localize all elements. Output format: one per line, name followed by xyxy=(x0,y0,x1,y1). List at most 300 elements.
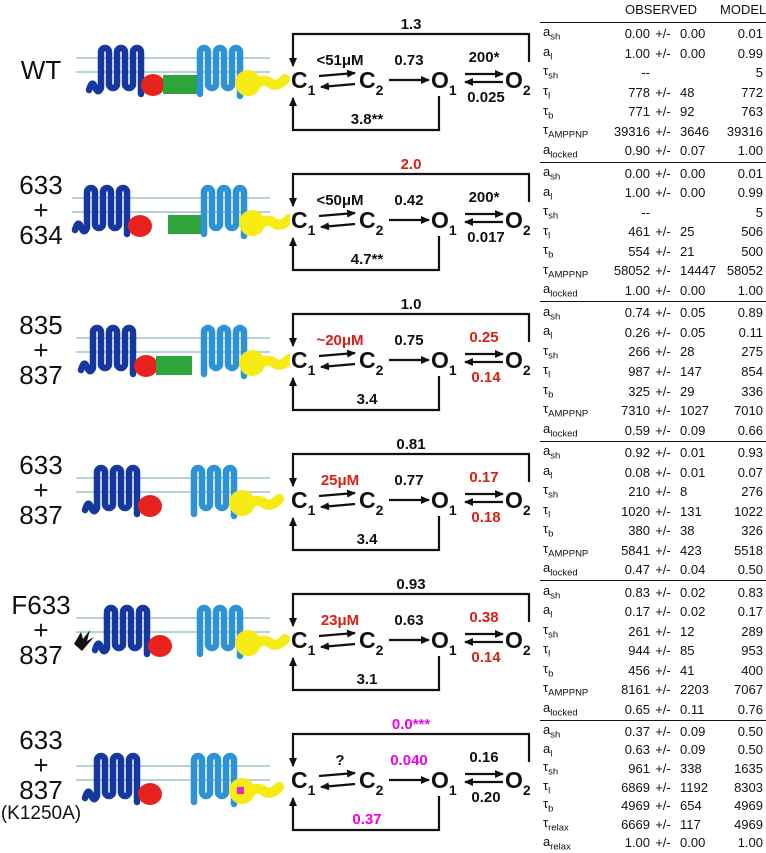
plus-minus: +/- xyxy=(655,263,671,279)
error-value: 48 xyxy=(680,84,695,100)
model-value: 5 xyxy=(755,65,763,81)
error-value: 0.04 xyxy=(680,562,706,578)
rate-opening: 0.77 xyxy=(394,472,424,489)
arrow-c1-to-c2 xyxy=(319,493,355,496)
plus-minus: +/- xyxy=(655,798,671,814)
param-label: $\tau_b$ xyxy=(543,381,554,401)
model-value: 1635 xyxy=(734,760,763,776)
plus-minus: +/- xyxy=(655,562,671,578)
error-value: 0.09 xyxy=(680,742,706,758)
rate-closing-bottom: 0.37 xyxy=(352,811,382,828)
param-label: $\tau_l$ xyxy=(543,641,551,660)
model-value: 1.00 xyxy=(737,835,763,851)
construct-label: 633 + 837 (K1250A) xyxy=(0,725,82,824)
model-value: 0.89 xyxy=(737,305,763,321)
rate-closing-top: 0.0*** xyxy=(391,716,431,733)
model-value: 0.66 xyxy=(737,422,763,438)
param-label: $a_{locked}$ xyxy=(543,141,578,161)
rate-closing-top: 1.3 xyxy=(400,16,422,33)
nbd1-icon xyxy=(138,495,162,517)
state-c1: $C_1$ xyxy=(291,347,316,378)
param-label: $a_l$ xyxy=(543,740,553,760)
param-label: $\tau_l$ xyxy=(543,83,551,102)
plus-minus: +/- xyxy=(655,682,671,698)
param-row xyxy=(540,796,766,815)
model-value: 0.01 xyxy=(737,26,763,42)
error-value: 654 xyxy=(680,798,702,814)
cftr-construct-cartoon xyxy=(68,12,290,112)
param-row xyxy=(540,164,766,184)
rate-closing-bottom: 3.4 xyxy=(356,391,378,408)
plus-minus: +/- xyxy=(655,282,671,298)
param-row xyxy=(540,281,766,301)
nbd2-icon xyxy=(235,630,285,656)
param-label: $\tau_b$ xyxy=(543,521,554,540)
rate-o1-to-o2: 200* xyxy=(468,49,500,66)
observed-value: 0.17 xyxy=(624,604,650,620)
rate-opening: 0.040 xyxy=(390,752,428,769)
param-block-633-634 xyxy=(540,163,766,303)
rate-opening: 0.75 xyxy=(394,332,424,349)
tmd1-icon xyxy=(75,188,127,234)
observed-value: 6669 xyxy=(621,816,650,832)
model-value: 506 xyxy=(741,224,763,240)
observed-value: 1.00 xyxy=(624,185,650,201)
arrow-c2-to-c1 xyxy=(321,224,355,227)
param-row xyxy=(540,203,766,223)
plus-minus: +/- xyxy=(655,723,671,739)
model-value: 0.99 xyxy=(737,185,763,201)
param-label: $\tau_b$ xyxy=(543,660,554,680)
arrow-c1-to-c2 xyxy=(319,353,355,356)
param-row xyxy=(540,83,766,103)
figure-row xyxy=(0,280,545,420)
tmd1-icon xyxy=(85,756,137,802)
rate-o2-to-o1: 0.14 xyxy=(471,649,501,666)
error-value: 38 xyxy=(680,523,695,539)
plus-minus: +/- xyxy=(655,104,671,120)
state-c2: $C_2$ xyxy=(359,347,384,378)
param-label: $a_{sh}$ xyxy=(543,443,561,462)
state-o1: $O_1$ xyxy=(431,487,457,518)
rate-closing-bottom: 3.1 xyxy=(356,671,378,688)
observed-value: 771 xyxy=(628,104,650,120)
model-value: 0.50 xyxy=(737,742,763,758)
error-value: 0.09 xyxy=(680,723,706,739)
param-label: $a_l$ xyxy=(543,602,553,621)
construct-label: F633 + 837 xyxy=(11,589,71,670)
model-value: 0.11 xyxy=(738,324,763,340)
construct-label: WT xyxy=(20,54,62,85)
rate-closing-top: 2.0 xyxy=(400,156,422,173)
error-value: 2203 xyxy=(680,682,709,698)
rate-closing-top: 0.93 xyxy=(396,576,426,593)
cftr-construct-cartoon xyxy=(68,720,290,820)
param-label: $\tau_{sh}$ xyxy=(543,621,559,641)
nbd1-icon xyxy=(148,635,172,657)
param-row xyxy=(540,362,766,382)
error-value: 0.07 xyxy=(680,143,706,159)
nbd1-icon xyxy=(134,355,158,377)
observed-value: 210 xyxy=(628,484,650,500)
observed-value: 5841 xyxy=(621,542,650,558)
param-row xyxy=(540,521,766,541)
param-label: $a_l$ xyxy=(543,323,553,342)
param-row xyxy=(540,303,766,323)
state-c1: $C_1$ xyxy=(291,627,316,658)
param-label: $\tau_{AMPPNP}$ xyxy=(543,261,589,281)
param-row xyxy=(540,102,766,122)
plus-minus: +/- xyxy=(655,445,671,461)
rate-closing-bottom: 3.8** xyxy=(350,111,384,128)
error-value: 0.02 xyxy=(680,604,706,620)
observed-value: 461 xyxy=(628,224,650,240)
nbd2-icon xyxy=(229,490,279,516)
rate-closing-bottom: 4.7** xyxy=(350,251,384,268)
state-o2: $O_2$ xyxy=(505,347,531,378)
param-row xyxy=(540,342,766,362)
param-row xyxy=(540,222,766,242)
model-value: 1022 xyxy=(734,503,763,519)
observed-value: 261 xyxy=(628,623,650,639)
param-row xyxy=(540,261,766,281)
error-value: 338 xyxy=(680,760,702,776)
error-value: 1027 xyxy=(680,403,709,419)
figure-row xyxy=(0,700,545,853)
state-o1: $O_1$ xyxy=(431,67,457,98)
param-label: $\tau_l$ xyxy=(543,362,551,381)
plus-minus: +/- xyxy=(655,523,671,539)
error-value: 0.02 xyxy=(680,584,706,600)
rate-kd: <51μM xyxy=(316,52,364,69)
param-row xyxy=(540,834,766,853)
error-value: 0.00 xyxy=(680,282,706,298)
error-value: 85 xyxy=(680,643,695,659)
cftr-construct-cartoon xyxy=(68,152,290,252)
nbd2-icon xyxy=(235,70,285,96)
state-o1: $O_1$ xyxy=(431,767,457,798)
error-value: 0.00 xyxy=(680,165,706,181)
state-c2: $C_2$ xyxy=(359,207,384,238)
observed-value: 1.00 xyxy=(624,45,650,61)
construct-label: 633 + 837 xyxy=(19,449,63,530)
param-row xyxy=(540,641,766,661)
rate-kd: 23μM xyxy=(320,612,360,629)
observed-value: 0.59 xyxy=(624,422,650,438)
param-label: $a_{locked}$ xyxy=(543,420,578,440)
param-row xyxy=(540,462,766,482)
error-value: 0.00 xyxy=(680,45,706,61)
plus-minus: +/- xyxy=(655,383,671,399)
model-value: 0.76 xyxy=(737,701,763,717)
model-value: 39316 xyxy=(726,123,763,139)
param-row xyxy=(540,602,766,622)
error-value: 131 xyxy=(680,503,702,519)
model-value: 0.17 xyxy=(737,604,763,620)
gating-scheme xyxy=(283,574,541,700)
param-label: $\tau_{sh}$ xyxy=(543,203,559,222)
observed-value: -- xyxy=(641,204,650,220)
gating-scheme xyxy=(283,14,541,140)
model-value: 289 xyxy=(741,623,763,639)
plus-minus: +/- xyxy=(655,26,671,42)
construct-label: 633 + 634 xyxy=(19,169,63,250)
param-row xyxy=(540,401,766,421)
state-c1: $C_1$ xyxy=(291,487,316,518)
plus-minus: +/- xyxy=(655,484,671,500)
observed-value: 456 xyxy=(628,662,650,678)
model-value: 0.99 xyxy=(737,45,763,61)
param-label: $a_{sh}$ xyxy=(543,24,561,44)
rate-opening: 0.42 xyxy=(394,192,424,209)
error-value: 3646 xyxy=(680,123,709,139)
plus-minus: +/- xyxy=(655,422,671,438)
param-label: $\tau_l$ xyxy=(543,222,551,242)
gating-scheme xyxy=(283,154,541,280)
state-o2: $O_2$ xyxy=(505,767,531,798)
state-o1: $O_1$ xyxy=(431,347,457,378)
param-label: $\tau_b$ xyxy=(543,242,554,261)
error-value: 0.00 xyxy=(680,835,706,851)
param-block-f633-837 xyxy=(540,581,766,721)
param-label: $a_{sh}$ xyxy=(543,303,561,323)
plus-minus: +/- xyxy=(655,835,671,851)
param-row xyxy=(540,560,766,580)
param-label: $\tau_l$ xyxy=(543,501,551,521)
param-label: $a_{sh}$ xyxy=(543,164,561,183)
param-label: $a_l$ xyxy=(543,183,553,203)
error-value: 0.09 xyxy=(680,422,706,438)
observed-value: 987 xyxy=(628,363,650,379)
param-block-633-837-k1250a xyxy=(540,721,766,851)
plus-minus: +/- xyxy=(655,816,671,832)
model-value: 0.93 xyxy=(737,445,763,461)
model-value: 7067 xyxy=(734,682,763,698)
param-label: $\tau_{relax}$ xyxy=(543,814,569,834)
observed-value: 0.00 xyxy=(624,165,650,181)
param-label: $\tau_b$ xyxy=(543,102,554,122)
observed-value: 8161 xyxy=(621,682,650,698)
plus-minus: +/- xyxy=(655,344,671,360)
observed-value: 4969 xyxy=(621,798,650,814)
cftr-construct-cartoon xyxy=(68,292,290,392)
rate-opening: 0.63 xyxy=(394,612,424,629)
rate-closing-top: 1.0 xyxy=(400,296,422,313)
param-label: $\tau_{sh}$ xyxy=(543,759,559,778)
error-value: 0.01 xyxy=(680,445,706,461)
error-value: 0.05 xyxy=(680,305,706,321)
error-value: 423 xyxy=(680,542,702,558)
param-label: $a_{locked}$ xyxy=(543,560,578,579)
arrow-c2-to-c1 xyxy=(321,364,355,367)
table-header xyxy=(540,0,766,23)
observed-value: 266 xyxy=(628,344,650,360)
param-label: $\tau_{AMPPNP}$ xyxy=(543,680,589,699)
plus-minus: +/- xyxy=(655,464,671,480)
error-value: 147 xyxy=(680,363,702,379)
model-value: 8303 xyxy=(734,779,763,795)
model-value: 0.07 xyxy=(737,464,763,480)
parameters-table xyxy=(540,0,766,853)
rate-o1-to-o2: 0.17 xyxy=(469,469,499,486)
error-value: 1192 xyxy=(680,779,708,795)
plus-minus: +/- xyxy=(655,643,671,659)
observed-value: 380 xyxy=(628,523,650,539)
plus-minus: +/- xyxy=(655,662,671,678)
arrow-c2-to-c1 xyxy=(321,504,355,507)
param-label: $a_{locked}$ xyxy=(543,699,578,719)
param-row xyxy=(540,680,766,700)
param-row xyxy=(540,420,766,440)
state-c1: $C_1$ xyxy=(291,767,316,798)
observed-value: 0.90 xyxy=(624,143,650,159)
state-o2: $O_2$ xyxy=(505,207,531,238)
error-value: 21 xyxy=(680,243,695,259)
model-value: 58052 xyxy=(726,263,763,279)
observed-value: 0.26 xyxy=(624,324,650,340)
param-row xyxy=(540,44,766,64)
param-label: $\tau_b$ xyxy=(543,796,554,815)
rate-o2-to-o1: 0.18 xyxy=(471,509,501,526)
model-value: 1.00 xyxy=(737,143,763,159)
rate-opening: 0.73 xyxy=(394,52,424,69)
param-label: $a_{relax}$ xyxy=(543,833,571,853)
rate-o2-to-o1: 0.20 xyxy=(471,789,501,806)
model-value: 500 xyxy=(741,243,763,259)
state-c2: $C_2$ xyxy=(359,67,384,98)
arrow-c2-to-c1 xyxy=(321,84,355,87)
param-label: $\tau_{AMPPNP}$ xyxy=(543,401,589,420)
error-value: 0.11 xyxy=(680,701,705,717)
param-label: $a_{locked}$ xyxy=(543,281,578,300)
rate-o1-to-o2: 0.25 xyxy=(469,329,499,346)
param-row xyxy=(540,183,766,203)
observed-value: 0.74 xyxy=(624,305,650,321)
tmd1-icon xyxy=(95,608,147,654)
param-block-835-837 xyxy=(540,302,766,442)
plus-minus: +/- xyxy=(655,503,671,519)
plus-minus: +/- xyxy=(655,185,671,201)
plus-minus: +/- xyxy=(655,584,671,600)
param-row xyxy=(540,24,766,44)
plus-minus: +/- xyxy=(655,243,671,259)
param-row xyxy=(540,501,766,521)
param-row xyxy=(540,759,766,778)
figure-row xyxy=(0,560,545,700)
observed-value: 7310 xyxy=(621,403,650,419)
param-block-wt xyxy=(540,23,766,163)
param-row xyxy=(540,778,766,797)
rate-kd: ~20μM xyxy=(316,332,364,349)
observed-value: -- xyxy=(641,65,650,81)
state-o1: $O_1$ xyxy=(431,627,457,658)
gating-scheme xyxy=(283,294,541,420)
observed-value: 0.92 xyxy=(624,445,650,461)
param-row xyxy=(540,323,766,343)
param-label: $\tau_{AMPPNP}$ xyxy=(543,122,589,141)
error-value: 0.00 xyxy=(680,185,706,201)
observed-value: 1020 xyxy=(621,503,650,519)
state-o2: $O_2$ xyxy=(505,627,531,658)
observed-value: 325 xyxy=(628,383,650,399)
r-domain-icon xyxy=(156,356,192,375)
param-label: $a_l$ xyxy=(543,43,553,63)
param-row xyxy=(540,722,766,741)
figure-row xyxy=(0,420,545,560)
arrow-c1-to-c2 xyxy=(319,213,355,216)
state-c1: $C_1$ xyxy=(291,67,316,98)
error-value: 92 xyxy=(680,104,695,120)
observed-value: 1.00 xyxy=(624,835,650,851)
rate-o1-to-o2: 200* xyxy=(468,189,500,206)
rate-closing-bottom: 3.4 xyxy=(356,531,378,548)
param-row xyxy=(540,621,766,641)
model-value: 400 xyxy=(741,662,763,678)
arrow-c1-to-c2 xyxy=(319,773,355,776)
error-value: 117 xyxy=(680,816,701,832)
observed-value: 961 xyxy=(628,760,650,776)
model-value: 5518 xyxy=(734,542,763,558)
plus-minus: +/- xyxy=(655,45,671,61)
observed-value: 0.83 xyxy=(624,584,650,600)
rate-closing-top: 0.81 xyxy=(396,436,426,453)
k1250a-marker-icon xyxy=(237,787,244,794)
arrow-c2-to-c1 xyxy=(321,784,355,787)
plus-minus: +/- xyxy=(655,324,671,340)
state-c1: $C_1$ xyxy=(291,207,316,238)
error-value: 29 xyxy=(680,383,695,399)
param-row xyxy=(540,582,766,602)
cftr-construct-cartoon xyxy=(68,432,290,532)
rate-kd: ? xyxy=(335,752,345,769)
model-value: 336 xyxy=(741,383,763,399)
error-value: 14447 xyxy=(680,263,717,279)
figure-row xyxy=(0,0,545,140)
error-value: 0.00 xyxy=(680,26,706,42)
rate-o1-to-o2: 0.16 xyxy=(469,749,499,766)
plus-minus: +/- xyxy=(655,363,671,379)
plus-minus: +/- xyxy=(655,779,671,795)
plus-minus: +/- xyxy=(655,542,671,558)
arrow-c2-to-c1 xyxy=(321,644,355,647)
rate-kd: <50μM xyxy=(316,192,364,209)
error-value: 41 xyxy=(680,662,695,678)
nbd1-icon xyxy=(138,783,162,805)
param-label: $\tau_{AMPPNP}$ xyxy=(543,540,589,560)
observed-value: 6869 xyxy=(621,779,650,795)
param-row xyxy=(540,122,766,142)
param-row xyxy=(540,660,766,680)
observed-value: 0.37 xyxy=(624,723,650,739)
plus-minus: +/- xyxy=(655,623,671,639)
gating-scheme xyxy=(283,714,541,840)
nbd2-icon xyxy=(239,350,289,376)
observed-value: 778 xyxy=(628,84,650,100)
plus-minus: +/- xyxy=(655,701,671,717)
param-row xyxy=(540,242,766,262)
nbd2-icon xyxy=(239,210,289,236)
model-value: 854 xyxy=(741,363,763,379)
observed-value: 554 xyxy=(628,243,650,259)
model-value: 326 xyxy=(741,523,763,539)
rate-kd: 25μM xyxy=(320,472,360,489)
model-column-header: MODEL xyxy=(720,2,766,17)
plus-minus: +/- xyxy=(655,760,671,776)
nbd1-icon xyxy=(128,215,152,237)
param-row xyxy=(540,540,766,560)
model-value: 763 xyxy=(741,104,763,120)
model-value: 772 xyxy=(741,84,763,100)
